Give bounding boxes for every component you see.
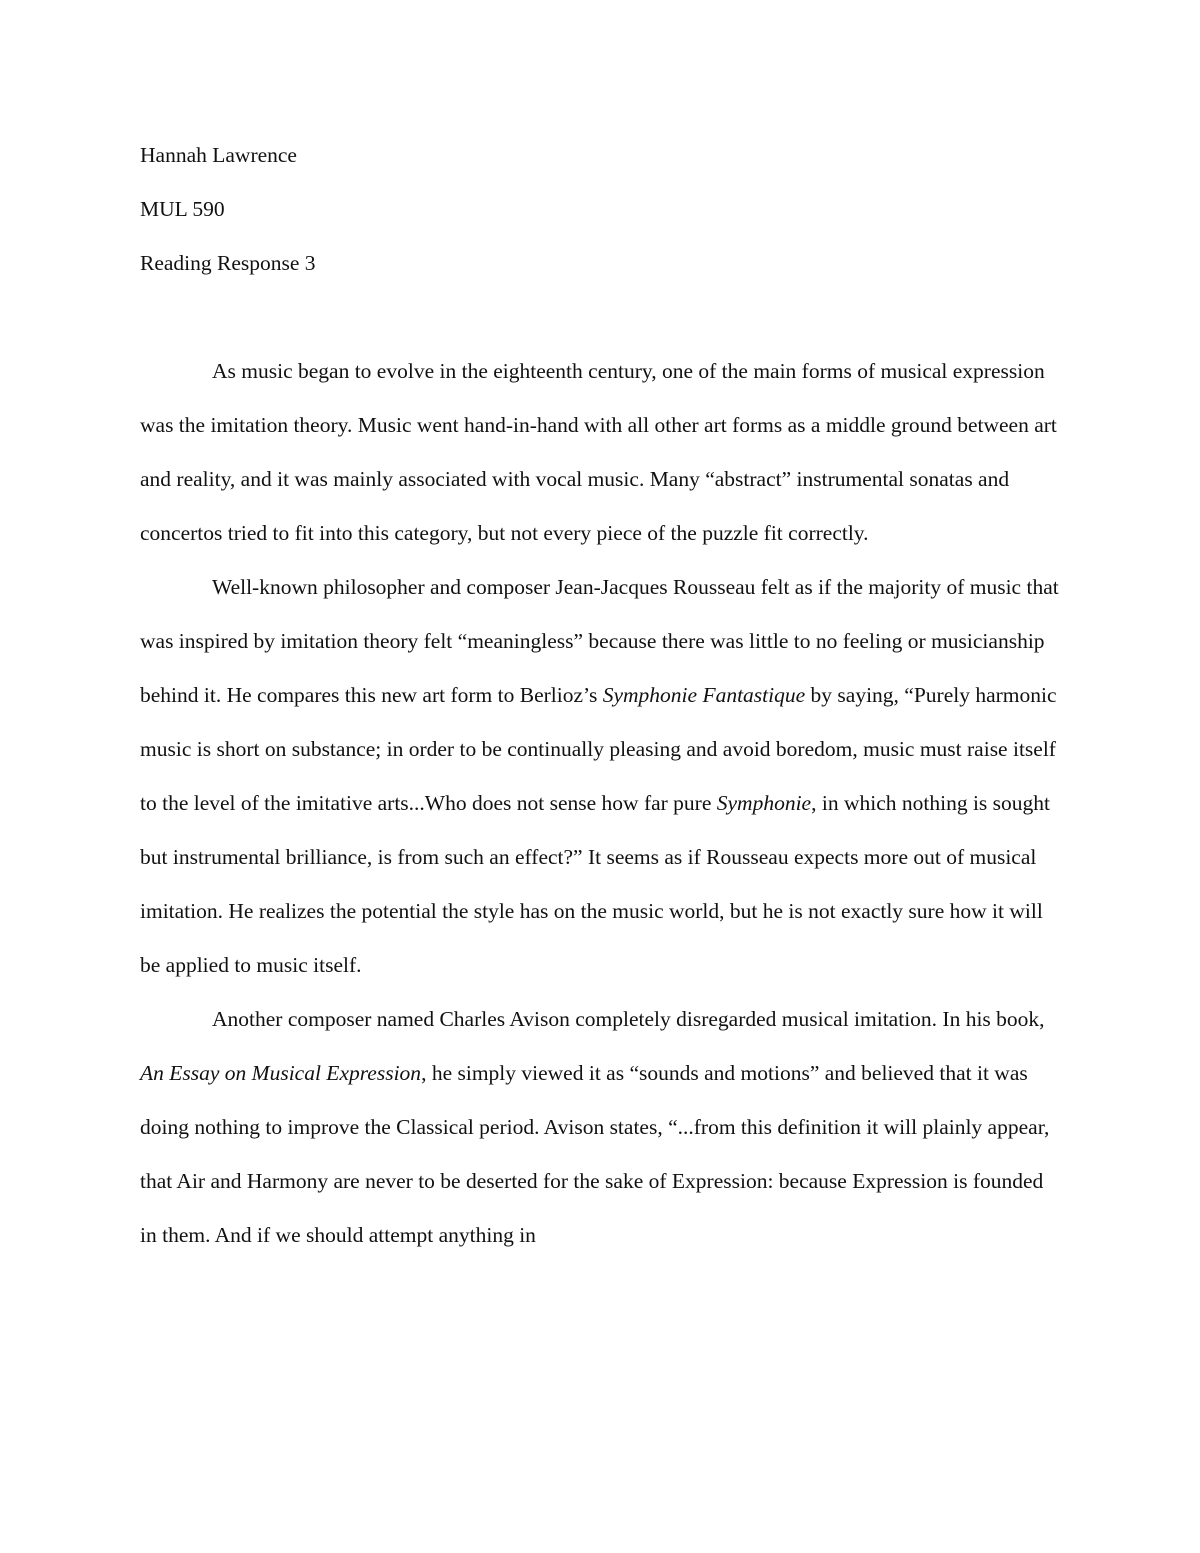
author-name: Hannah Lawrence — [140, 143, 297, 167]
italic-title: Symphonie — [716, 791, 812, 815]
paragraph-1 — [140, 344, 1060, 560]
paragraph-text: , he simply viewed it as “sounds and motions” and believed that it was doing nothing to improve the Classical period. Avison states, “...from this definition it will plainly appear, that Air and Harmony are never to be deserted for the sake of Expression: because Expression is founded in them. And if we should attempt anything in — [140, 1061, 1050, 1247]
assignment-title: Reading Response 3 — [140, 251, 316, 275]
paragraph-text: Another composer named Charles Avison completely disregarded musical imitation. In his book, — [212, 1007, 1045, 1031]
document-body — [140, 128, 1060, 1262]
paragraph-3 — [140, 992, 1060, 1262]
paragraph-2 — [140, 560, 1060, 992]
paragraph-text: Well-known philosopher and composer Jean-Jacques Rousseau felt as if the majority of music that was inspired by imitation theory felt “meaningless” because there was little to no feeling or musicianship behind it. He compares this new art form to Berlioz’s — [140, 575, 1059, 707]
italic-title: Symphonie Fantastique — [602, 683, 806, 707]
italic-title: An Essay on Musical Expression — [140, 1061, 422, 1085]
paragraph-text: , in which nothing is sought but instrumental brilliance, is from such an effect?” It seems as if Rousseau expects more out of musical imitation. He realizes the potential the style has on the music world, but he is not exactly sure how it will be applied to music itself. — [140, 791, 1051, 977]
paragraph-text: As music began to evolve in the eighteenth century, one of the main forms of musical expression was the imitation theory. Music went hand-in-hand with all other art forms as a middle ground between art and reality, and it was mainly associated with vocal music. Many “abstract” instrumental sonatas and concertos tried to fit into this category, but not every piece of the puzzle fit correctly. — [140, 359, 1057, 545]
header-spacer — [140, 290, 1060, 344]
course-code: MUL 590 — [140, 197, 225, 221]
paragraph-text: by saying, “Purely harmonic music is short on substance; in order to be continually pleasing and avoid boredom, music must raise itself to the level of the imitative arts...Who does not sense how far pure — [140, 683, 1057, 815]
